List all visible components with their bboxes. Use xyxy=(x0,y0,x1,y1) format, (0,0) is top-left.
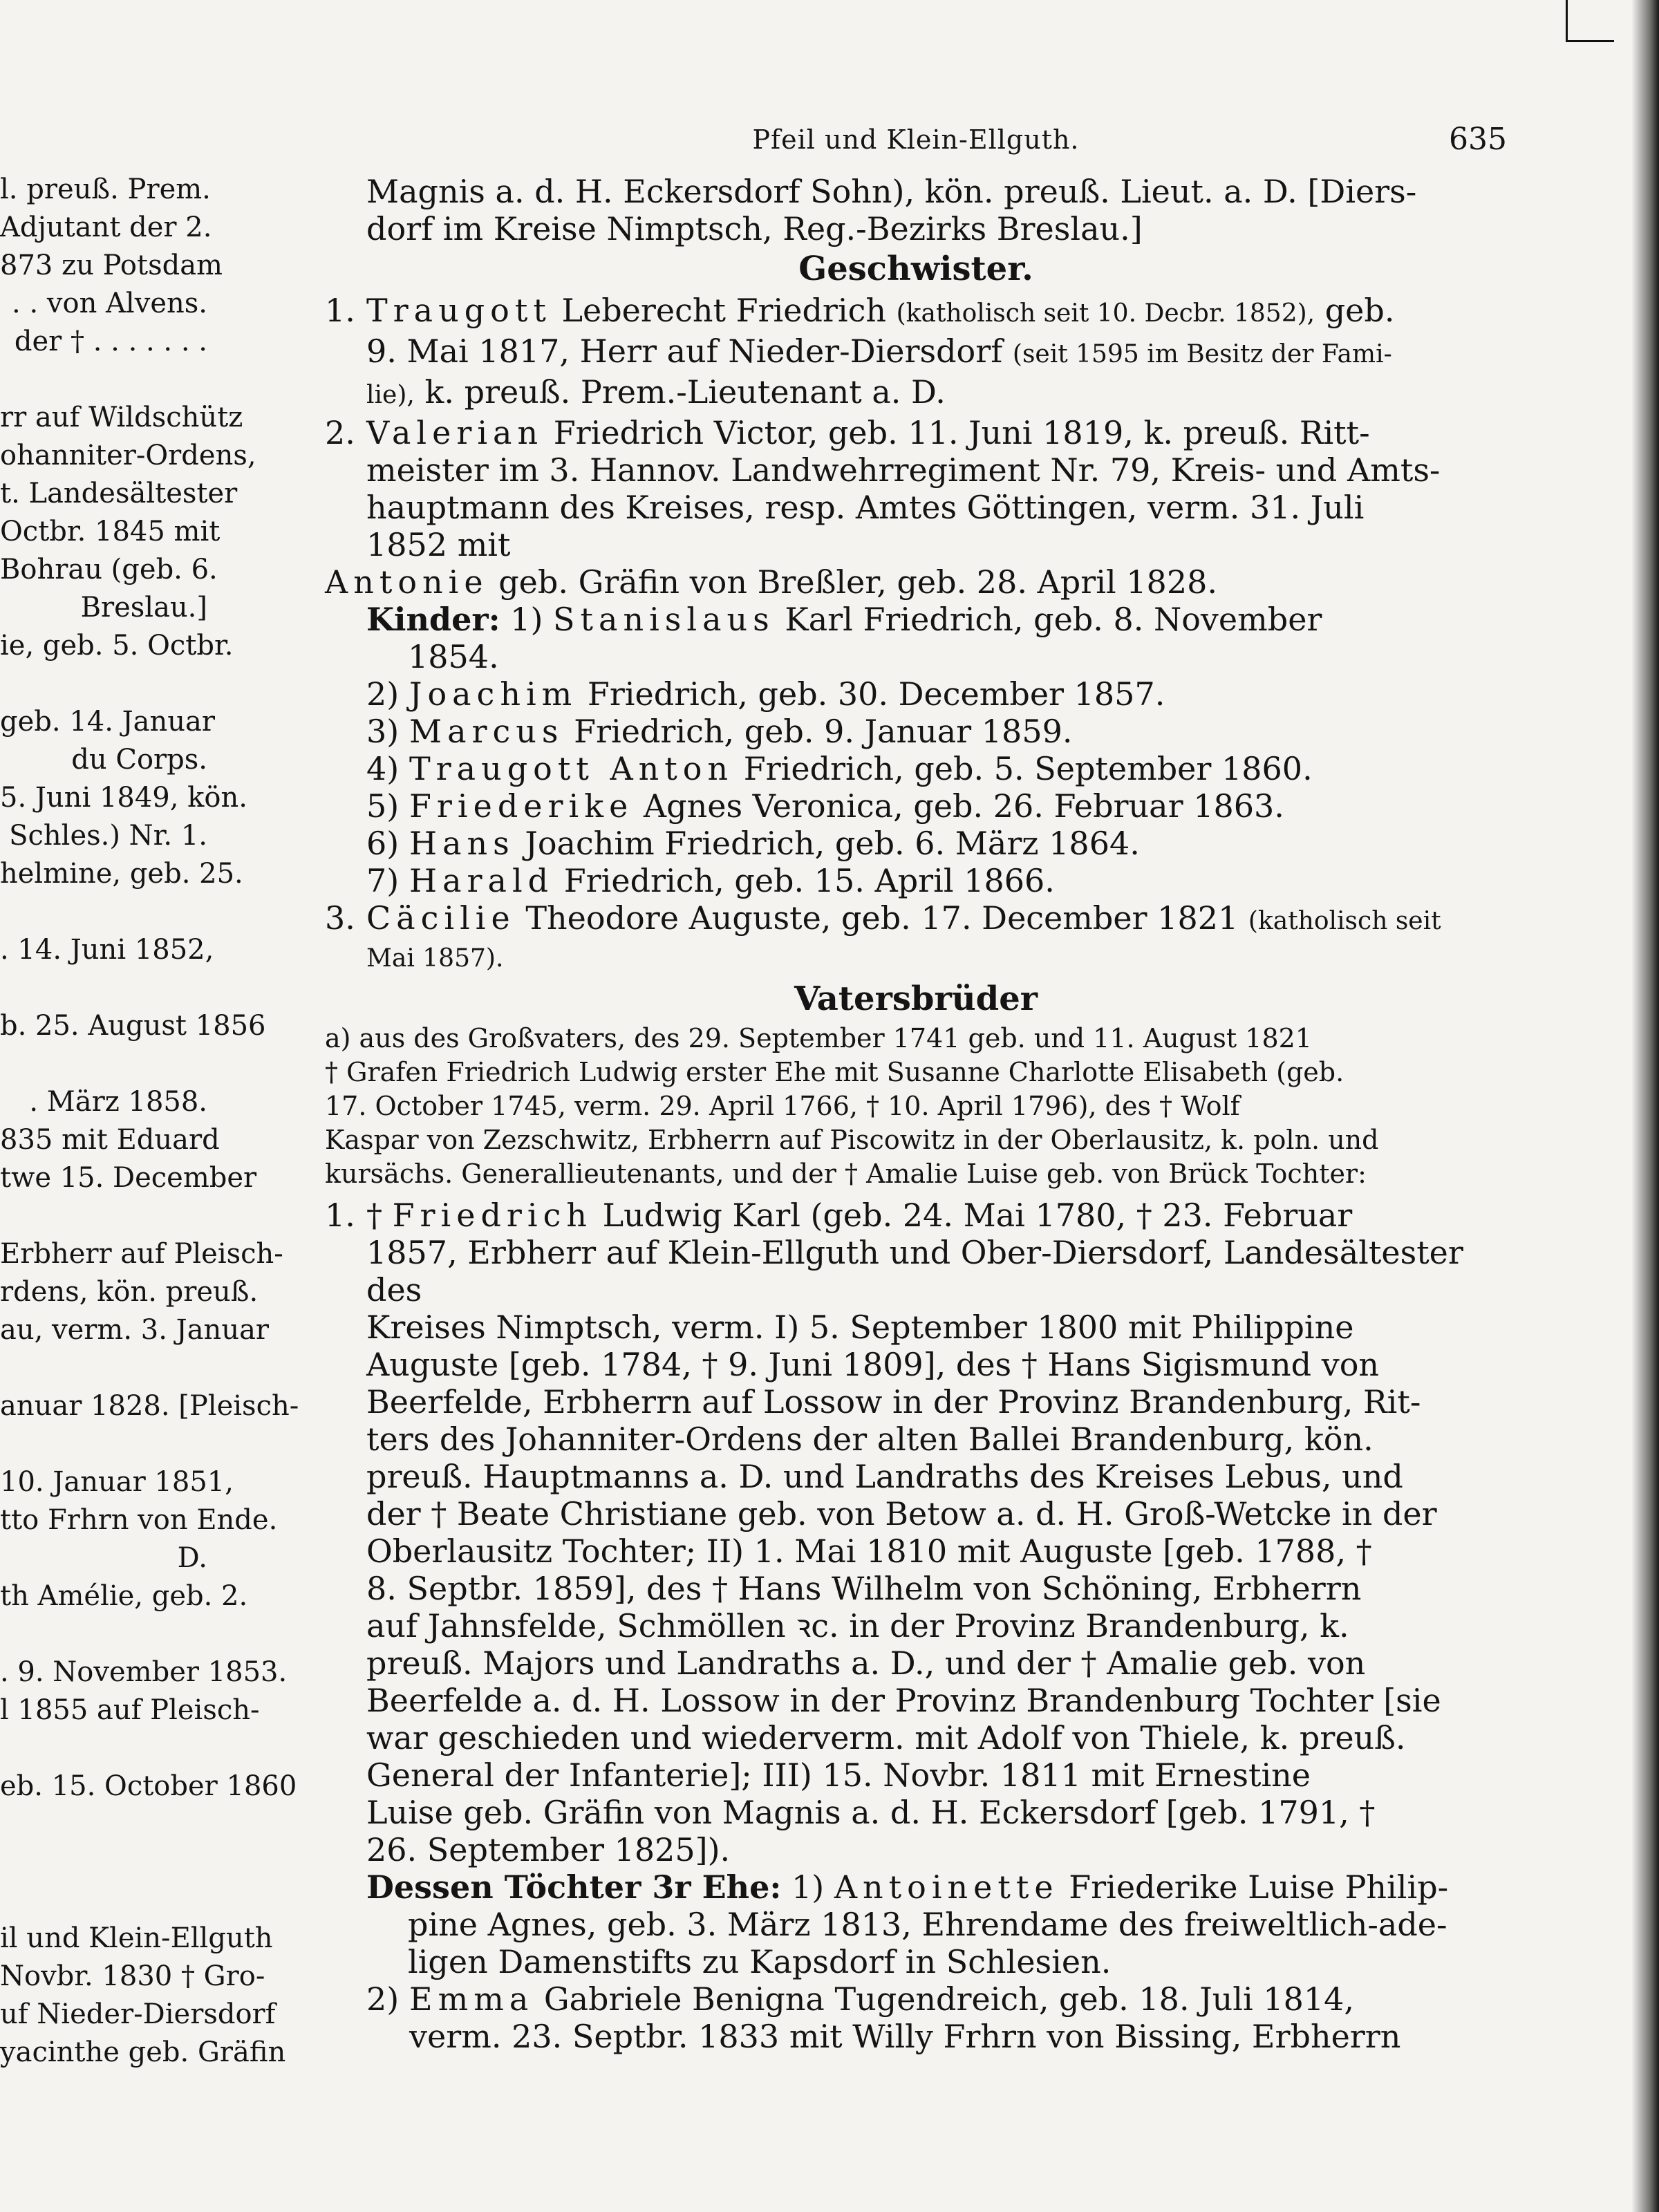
fragment-line: . 14. Juni 1852, xyxy=(0,934,214,966)
text-span: lie), xyxy=(366,381,415,409)
person-name: Traugott Anton xyxy=(409,750,734,787)
child-entry xyxy=(366,713,1507,750)
text-line xyxy=(366,332,1507,373)
child-entry xyxy=(366,675,1507,713)
fragment-line: eb. 15. October 1860 xyxy=(0,1770,297,1802)
text-line: 1852 mit xyxy=(366,526,511,563)
person-name: Friederike xyxy=(409,787,634,825)
person-name: Antoinette xyxy=(834,1868,1059,1906)
fragment-line: Erbherr auf Pleisch- xyxy=(0,1238,283,1270)
entry-number: 1) xyxy=(791,1868,825,1906)
text-line: Magnis a. d. H. Eckersdorf Sohn), kön. preuß. Lieut. a. D. [Diers- xyxy=(366,173,1417,210)
fragment-line: rdens, kön. preuß. xyxy=(0,1276,259,1308)
fragment-line: t. Landesältester xyxy=(0,478,238,509)
text-span: (katholisch seit 10. Decbr. 1852), xyxy=(896,299,1315,328)
daughters-list xyxy=(325,1868,1507,2055)
previous-page-fragment xyxy=(0,0,299,2212)
child-entry xyxy=(366,750,1507,787)
text-line: war geschieden und wiederverm. mit Adolf von Thiele, k. preuß. xyxy=(366,1719,1406,1756)
entry-number: 3. xyxy=(325,899,355,937)
entry-number: 2) xyxy=(366,1980,400,2018)
text-line: Mai 1857). xyxy=(366,944,504,973)
text-line: preuß. Hauptmanns a. D. und Landraths des Kreises Lebus, und xyxy=(366,1458,1403,1495)
section-heading-uncles: Vatersbrüder xyxy=(794,980,1038,1018)
sibling-entry xyxy=(325,414,1507,563)
text-span: (katholisch seit xyxy=(1248,907,1441,935)
text-span: Friedrich, geb. 5. September 1860. xyxy=(733,750,1313,787)
entry-number: 1. xyxy=(325,292,355,329)
fragment-line: il und Klein-Ellguth xyxy=(0,1922,273,1954)
text-span: Gabriele Benigna Tugendreich, geb. 18. Juli 1814, xyxy=(534,1980,1354,2018)
text-span: Leberecht Friedrich xyxy=(551,292,897,329)
fragment-line: Schles.) Nr. 1. xyxy=(9,820,207,852)
entry-number: 1. xyxy=(325,1197,355,1234)
fragment-line: Breslau.] xyxy=(80,592,207,624)
page xyxy=(325,124,1507,2055)
fragment-line: ie, geb. 5. Octbr. xyxy=(0,630,234,662)
text-line xyxy=(366,899,1507,940)
text-line xyxy=(366,292,1507,332)
scan-mark xyxy=(1566,40,1614,42)
text-span: geb. xyxy=(1315,292,1395,329)
text-line: preuß. Majors und Landraths a. D., und der † Amalie geb. von xyxy=(366,1644,1366,1682)
person-name: Stanislaus xyxy=(553,601,775,638)
text-line: Beerfelde, Erbherrn auf Lossow in der Provinz Brandenburg, Rit- xyxy=(366,1383,1421,1421)
text-span: Theodore Auguste, geb. 17. December 1821 xyxy=(515,899,1248,937)
text-span: Friederike Luise Philip- xyxy=(1058,1868,1449,1906)
fragment-line: Adjutant der 2. xyxy=(0,212,212,243)
entry-number: 4) xyxy=(366,750,400,787)
sibling-entry xyxy=(325,292,1507,414)
person-name: Cäcilie xyxy=(366,899,516,937)
text-line: 8. Septbr. 1859], des † Hans Wilhelm von Schöning, Erbherrn xyxy=(366,1570,1362,1607)
children-list xyxy=(325,601,1507,899)
text-span: Karl Friedrich, geb. 8. November xyxy=(774,601,1322,638)
person-name: Valerian xyxy=(366,414,544,451)
text-line: General der Infanterie]; III) 15. Novbr. 1811 mit Ernestine xyxy=(366,1756,1311,1794)
text-span: Friedrich, geb. 15. April 1866. xyxy=(554,862,1055,899)
text-span: Friedrich, geb. 9. Januar 1859. xyxy=(563,713,1073,750)
running-head: Pfeil und Klein-Ellguth. xyxy=(752,124,1080,155)
person-name: Emma xyxy=(409,1980,534,2018)
fragment-line: . . von Alvens. xyxy=(12,288,207,319)
text-line: 26. September 1825]). xyxy=(366,1831,731,1868)
text-line: kursächs. Generallieutenants, und der † Amalie Luise geb. von Brück Tochter: xyxy=(325,1159,1367,1189)
fragment-line: der † . . . . . . . xyxy=(14,326,207,357)
child-entry xyxy=(366,862,1507,899)
page-number: 635 xyxy=(1449,122,1507,157)
entry-number: 3) xyxy=(366,713,400,750)
text-line: Luise geb. Gräfin von Magnis a. d. H. Eckersdorf [geb. 1791, † xyxy=(366,1794,1376,1831)
text-span: Friedrich Victor, geb. 11. Juni 1819, k. preuß. Ritt- xyxy=(543,414,1370,451)
text-line xyxy=(366,373,1507,414)
text-span: Friedrich, geb. 30. December 1857. xyxy=(577,675,1165,713)
entry-number: 2. xyxy=(325,414,355,451)
fragment-line: Octbr. 1845 mit xyxy=(0,516,221,547)
text-line: meister im 3. Hannov. Landwehrregiment Nr. 79, Kreis- und Amts- xyxy=(366,451,1441,489)
fragment-line: du Corps. xyxy=(71,744,207,776)
page-header xyxy=(325,124,1507,173)
fragment-line: l 1855 auf Pleisch- xyxy=(0,1694,260,1726)
entry-number: 6) xyxy=(366,825,400,862)
children-header-line xyxy=(366,601,1507,638)
person-name: Antonie xyxy=(325,563,489,601)
fragment-line: l. preuß. Prem. xyxy=(0,174,211,205)
fragment-line: Novbr. 1830 † Gro- xyxy=(0,1960,265,1992)
fragment-line: tto Frhrn von Ende. xyxy=(0,1504,278,1536)
person-name: Traugott xyxy=(366,292,552,329)
text-line: 1857, Erbherr auf Klein-Ellguth und Ober-Diersdorf, Landesältester des xyxy=(366,1234,1463,1309)
text-span: Agnes Veronica, geb. 26. Februar 1863. xyxy=(633,787,1284,825)
text-line: ters des Johanniter-Ordens der alten Ballei Brandenburg, kön. xyxy=(366,1421,1374,1458)
daughters-header-line xyxy=(366,1868,1507,1906)
text-line: Oberlausitz Tochter; II) 1. Mai 1810 mit Auguste [geb. 1788, † xyxy=(366,1533,1372,1570)
fragment-line: . März 1858. xyxy=(29,1086,207,1118)
text-line: † Grafen Friedrich Ludwig erster Ehe mit Susanne Charlotte Elisabeth (geb. xyxy=(325,1057,1344,1087)
text-line: dorf im Kreise Nimptsch, Reg.-Bezirks Breslau.] xyxy=(366,210,1143,247)
person-name: Marcus xyxy=(409,713,564,750)
text-line: Auguste [geb. 1784, † 9. Juni 1809], des † Hans Sigismund von xyxy=(366,1346,1380,1383)
fragment-line: 873 zu Potsdam xyxy=(0,250,223,281)
text-line: Beerfelde a. d. H. Lossow in der Provinz Brandenburg Tochter [sie xyxy=(366,1682,1441,1719)
person-name: Hans xyxy=(409,825,515,862)
text-span: Ludwig Karl (geb. 24. Mai 1780, † 23. Februar xyxy=(592,1197,1353,1234)
text-line: der † Beate Christiane geb. von Betow a. d. H. Groß-Wetcke in der xyxy=(366,1495,1437,1533)
person-name: Friedrich xyxy=(392,1197,593,1234)
person-name: Harald xyxy=(409,862,554,899)
entry-number: 7) xyxy=(366,862,400,899)
uncle-entry xyxy=(325,1197,1507,1868)
text-span: geb. Gräfin von Breßler, geb. 28. April 1828. xyxy=(488,563,1217,601)
fragment-line: th Amélie, geb. 2. xyxy=(0,1580,248,1612)
fragment-line: Bohrau (geb. 6. xyxy=(0,554,218,585)
fragment-line: helmine, geb. 25. xyxy=(0,858,243,890)
fragment-line: D. xyxy=(177,1542,207,1574)
text-span: 9. Mai 1817, Herr auf Nieder-Diersdorf xyxy=(366,332,1013,370)
text-span: (seit 1595 im Besitz der Fami- xyxy=(1012,340,1392,368)
entry-number: 1) xyxy=(510,601,543,638)
section-heading-siblings: Geschwister. xyxy=(798,250,1033,288)
text-line: hauptmann des Kreises, resp. Amtes Göttingen, verm. 31. Juli xyxy=(366,489,1365,526)
text-line: 1854. xyxy=(408,638,499,675)
text-line: verm. 23. Septbr. 1833 mit Willy Frhrn von Bissing, Erbherrn xyxy=(409,2018,1401,2055)
text-line: ligen Damenstifts zu Kapsdorf in Schlesien. xyxy=(408,1943,1112,1980)
scan-shadow-right xyxy=(1631,0,1659,2212)
fragment-line: twe 15. December xyxy=(0,1162,257,1194)
fragment-line: anuar 1828. [Pleisch- xyxy=(0,1390,299,1422)
scan-mark xyxy=(1566,0,1568,41)
fragment-line: 5. Juni 1849, kön. xyxy=(0,782,247,814)
children-label: Kinder: xyxy=(366,601,500,638)
page-body xyxy=(325,173,1507,2055)
text-line: 17. October 1745, verm. 29. April 1766, † 10. April 1796), des † Wolf xyxy=(325,1091,1240,1121)
text-span: k. preuß. Prem.-Lieutenant a. D. xyxy=(414,373,946,411)
text-line: pine Agnes, geb. 3. März 1813, Ehrendame des freiweltlich-ade- xyxy=(408,1906,1447,1943)
fragment-line: rr auf Wildschütz xyxy=(0,402,243,433)
entry-number: 5) xyxy=(366,787,400,825)
text-line: Kaspar von Zezschwitz, Erbherrn auf Piscowitz in der Oberlausitz, k. poln. und xyxy=(325,1125,1379,1155)
fragment-line: . 9. November 1853. xyxy=(0,1656,288,1688)
fragment-line: b. 25. August 1856 xyxy=(0,1010,266,1042)
text-line: a) aus des Großvaters, des 29. September 1741 geb. und 11. August 1821 xyxy=(325,1023,1312,1053)
child-entry xyxy=(366,825,1507,862)
uncles-intro-note xyxy=(325,1022,1507,1191)
daughter-entry xyxy=(366,1980,1507,2018)
text-span: † xyxy=(366,1197,393,1234)
person-name: Joachim xyxy=(409,675,578,713)
child-entry xyxy=(366,787,1507,825)
fragment-line: 10. Januar 1851, xyxy=(0,1466,234,1498)
spouse-line xyxy=(325,563,1507,601)
text-line: auf Jahnsfelde, Schmöllen ꝛc. in der Provinz Brandenburg, k. xyxy=(366,1607,1349,1644)
text-line xyxy=(366,1197,1507,1234)
fragment-line: uf Nieder-Diersdorf xyxy=(0,1998,276,2030)
daughters-label: Dessen Töchter 3r Ehe: xyxy=(366,1868,782,1906)
fragment-line: geb. 14. Januar xyxy=(0,706,216,738)
fragment-line: ohanniter-Ordens, xyxy=(0,440,256,471)
sibling-entry xyxy=(325,899,1507,977)
text-line xyxy=(366,414,1507,451)
text-line: Kreises Nimptsch, verm. I) 5. September 1800 mit Philippine xyxy=(366,1309,1354,1346)
fragment-line: au, verm. 3. Januar xyxy=(0,1314,270,1346)
text-span: Joachim Friedrich, geb. 6. März 1864. xyxy=(514,825,1140,862)
fragment-line: 835 mit Eduard xyxy=(0,1124,220,1156)
entry-number: 2) xyxy=(366,675,400,713)
fragment-line: yacinthe geb. Gräfin xyxy=(0,2036,286,2068)
